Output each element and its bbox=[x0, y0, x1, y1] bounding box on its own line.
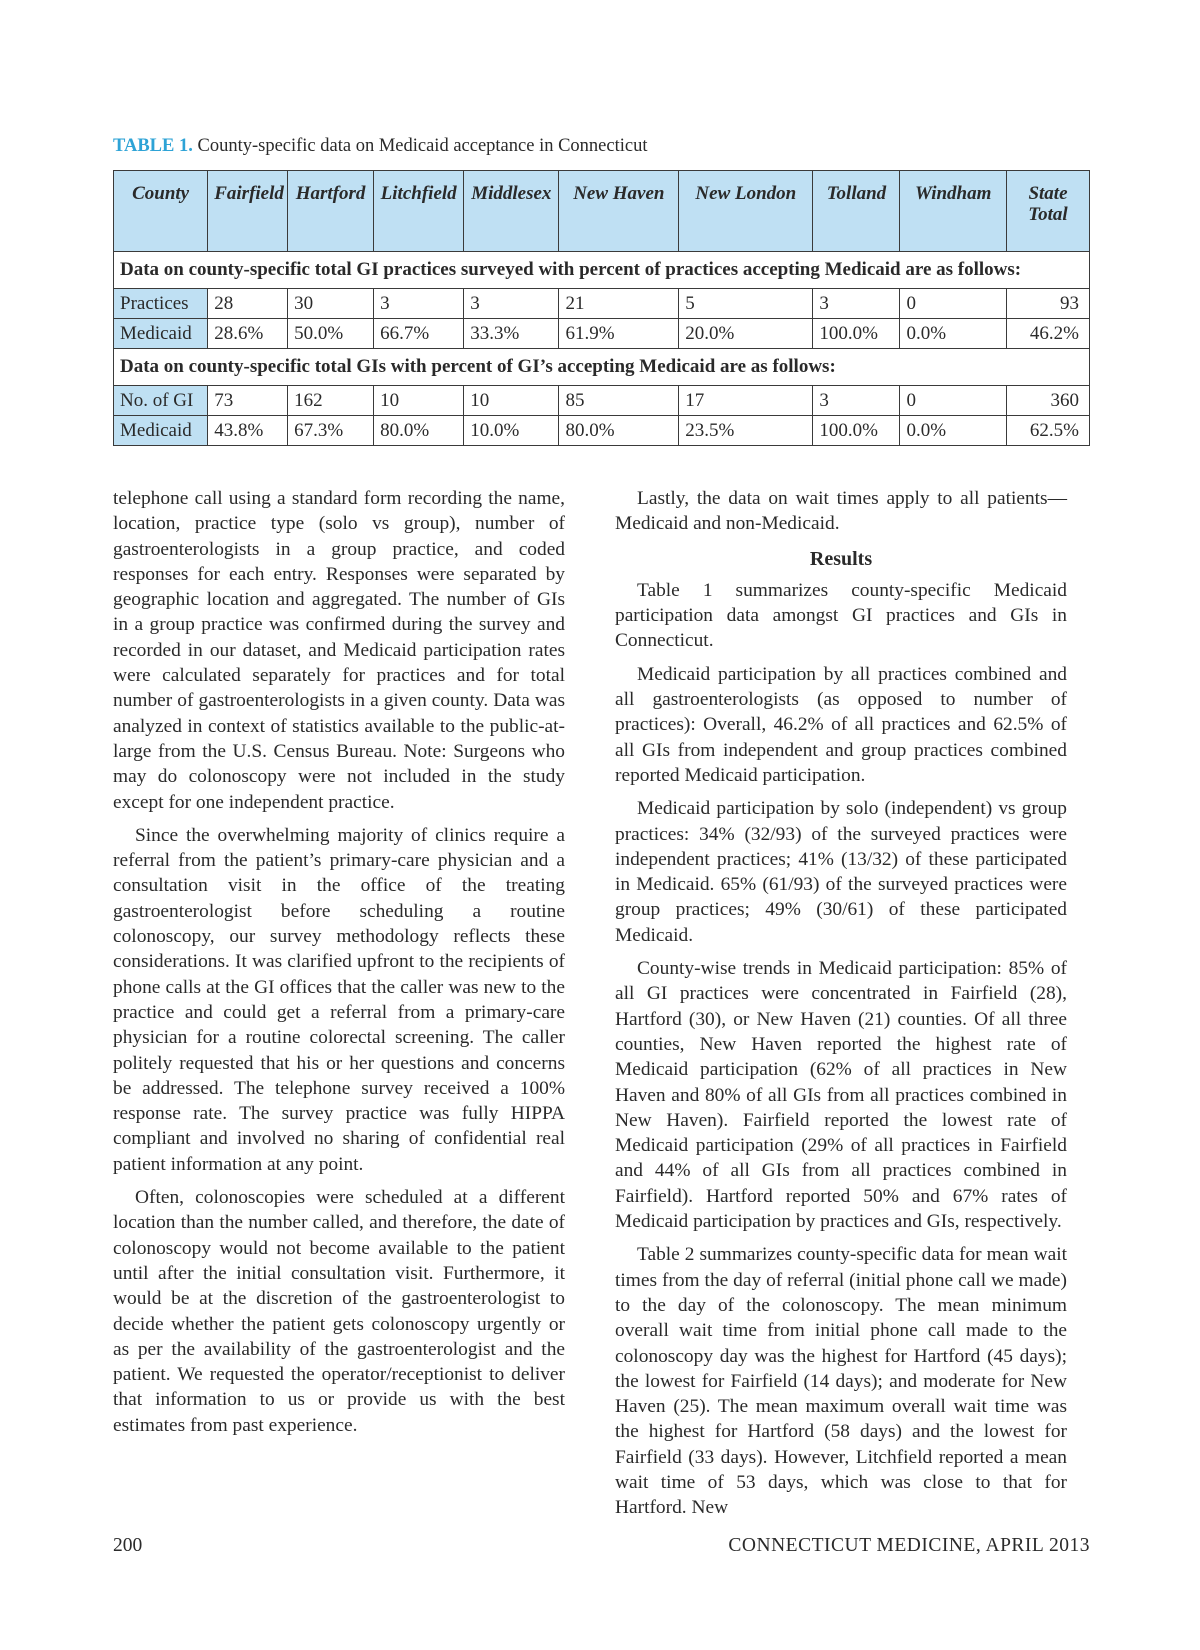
row-label: No. of GI bbox=[114, 386, 208, 416]
header-windham: Windham bbox=[900, 171, 1007, 252]
table-cell: 5 bbox=[679, 289, 813, 319]
table-cell: 23.5% bbox=[679, 416, 813, 446]
section1-title: Data on county-specific total GI practices surveyed with percent of practices accepting Medicaid are as follows: bbox=[114, 252, 1090, 289]
table-cell: 10.0% bbox=[464, 416, 559, 446]
table-cell: 3 bbox=[464, 289, 559, 319]
header-county: County bbox=[114, 171, 208, 252]
table-cell: 0 bbox=[900, 386, 1007, 416]
body-paragraph: Lastly, the data on wait times apply to all patients—Medicaid and non-Medicaid. bbox=[615, 488, 1067, 535]
table-cell: 0.0% bbox=[900, 416, 1007, 446]
header-hartford: Hartford bbox=[288, 171, 374, 252]
table-cell: 0.0% bbox=[900, 319, 1007, 349]
right-column bbox=[615, 486, 1067, 1529]
table-caption-label: TABLE 1. bbox=[113, 136, 193, 156]
table-caption-text: County-specific data on Medicaid acceptance in Connecticut bbox=[192, 136, 648, 156]
body-paragraph: telephone call using a standard form recording the name, location, practice type (solo vs group), number of gastroenterologists in a group practice, and coded responses for each entry. Responses were separated by geographic location and aggregated. The number of GIs in a group practice was confirmed during the survey and recorded in our dataset, and Medicaid participation rates were calculated separately for practices and for total number of gastroenterologists in a given county. Data was analyzed in context of statistics available to the public-at-large from the U.S. Census Bureau. Note: Surgeons who may do colonoscopy were not included in the study except for one independent practice. bbox=[113, 488, 565, 813]
table-header-row bbox=[114, 171, 1090, 252]
header-middlesex: Middlesex bbox=[464, 171, 559, 252]
section-row bbox=[114, 252, 1090, 289]
body-paragraph: Since the overwhelming majority of clinics require a referral from the patient’s primary-care physician and a consultation visit in the office of the treating gastroenterologist before scheduling a routine colonoscopy, our survey methodology reflects these considerations. It was clarified upfront to the recipients of phone calls at the GI offices that the caller was new to the practice and could get a referral from a primary-care physician for a routine colorectal screening. The caller politely requested that his or her questions and concerns be addressed. The telephone survey received a 100% response rate. The survey practice was fully HIPPA compliant and involved no sharing of confidential real patient information at any point. bbox=[113, 824, 565, 1175]
table-cell: 100.0% bbox=[813, 319, 900, 349]
table-cell: 28.6% bbox=[208, 319, 288, 349]
table-cell: 100.0% bbox=[813, 416, 900, 446]
table-cell: 0 bbox=[900, 289, 1007, 319]
body-paragraph: Medicaid participation by all practices combined and all gastroenterologists (as opposed to number of practices): Overall, 46.2% of all practices and 62.5% of all GIs from independent and group practices combined reported Medicaid participation. bbox=[615, 663, 1067, 786]
table-cell: 80.0% bbox=[374, 416, 464, 446]
left-column bbox=[113, 486, 565, 1446]
page-number: 200 bbox=[113, 1535, 143, 1556]
table-cell: 28 bbox=[208, 289, 288, 319]
row-label: Medicaid bbox=[114, 319, 208, 349]
table-row bbox=[114, 319, 1090, 349]
journal-footer: CONNECTICUT MEDICINE, APRIL 2013 bbox=[728, 1535, 1090, 1556]
table-cell: 3 bbox=[813, 289, 900, 319]
table-cell: 162 bbox=[288, 386, 374, 416]
table-cell: 10 bbox=[374, 386, 464, 416]
table-cell: 30 bbox=[288, 289, 374, 319]
header-new-london: New London bbox=[679, 171, 813, 252]
table-caption bbox=[113, 136, 647, 157]
body-paragraph: Often, colonoscopies were scheduled at a different location than the number called, and therefore, the date of colonoscopy would not become available to the patient until after the initial consultation visit. Furthermore, it would be at the discretion of the gastroenterologist to decide whether the patient gets colonoscopy urgently or as per the availability of the gastroenterologist and the patient. We requested the operator/receptionist to deliver that information to us or provide us with the best estimates from past experience. bbox=[113, 1187, 565, 1436]
table-cell: 50.0% bbox=[288, 319, 374, 349]
table-cell: 43.8% bbox=[208, 416, 288, 446]
table-row bbox=[114, 386, 1090, 416]
header-fairfield: Fairfield bbox=[208, 171, 288, 252]
table-cell: 80.0% bbox=[559, 416, 679, 446]
results-heading: Results bbox=[809, 547, 873, 570]
table-cell: 73 bbox=[208, 386, 288, 416]
table-row bbox=[114, 416, 1090, 446]
county-medicaid-table bbox=[113, 170, 1090, 446]
body-paragraph: County-wise trends in Medicaid participation: 85% of all GI practices were concentrated in Fairfield (28), Hartford (30), or New Haven (21) counties. Of all three counties, New Haven reported the highest rate of Medicaid participation (62% of all practices in New Haven and 80% of all GIs from all practices combined in New Haven). Fairfield reported the lowest rate of Medicaid participation (29% of all practices in Fairfield and 44% of all GIs from all practices combined in Fairfield). Hartford reported 50% and 67% rates of Medicaid participation by practices and GIs, respectively. bbox=[615, 958, 1067, 1233]
table-cell: 3 bbox=[374, 289, 464, 319]
table-cell: 33.3% bbox=[464, 319, 559, 349]
table-cell: 85 bbox=[559, 386, 679, 416]
table-cell: 20.0% bbox=[679, 319, 813, 349]
table-cell-total: 93 bbox=[1006, 289, 1089, 319]
section-row bbox=[114, 349, 1090, 386]
table-cell-total: 360 bbox=[1006, 386, 1089, 416]
table-cell: 67.3% bbox=[288, 416, 374, 446]
body-paragraph: Table 1 summarizes county-specific Medicaid participation data amongst GI practices and GIs in Connecticut. bbox=[615, 579, 1067, 652]
table-cell-total: 62.5% bbox=[1006, 416, 1089, 446]
table-cell: 17 bbox=[679, 386, 813, 416]
body-paragraph: Medicaid participation by solo (independent) vs group practices: 34% (32/93) of the surveyed practices were independent practices; 41% (13/32) of these participated in Medicaid. 65% (61/93) of the surveyed practices were group practices; 49% (30/61) of these participated Medicaid. bbox=[615, 798, 1067, 946]
header-new-haven: New Haven bbox=[559, 171, 679, 252]
table-row bbox=[114, 289, 1090, 319]
row-label: Practices bbox=[114, 289, 208, 319]
section2-title: Data on county-specific total GIs with percent of GI’s accepting Medicaid are as follows: bbox=[114, 349, 1090, 386]
table-cell: 61.9% bbox=[559, 319, 679, 349]
body-paragraph: Table 2 summarizes county-specific data for mean wait times from the day of referral (initial phone call we made) to the day of the colonoscopy. The mean minimum overall wait time from initial phone call made to the colonoscopy day was the highest for Hartford (45 days); the lowest for Fairfield (14 days); and moderate for New Haven (25). The mean maximum overall wait time was the highest for Hartford (58 days) and the lowest for Fairfield (33 days). However, Litchfield reported a mean wait time of 53 days, which was close to that for Hartford. New bbox=[615, 1244, 1067, 1519]
header-tolland: Tolland bbox=[813, 171, 900, 252]
table-cell: 10 bbox=[464, 386, 559, 416]
table-cell: 3 bbox=[813, 386, 900, 416]
header-state-total: State Total bbox=[1006, 171, 1089, 252]
header-litchfield: Litchfield bbox=[374, 171, 464, 252]
table-cell: 66.7% bbox=[374, 319, 464, 349]
table-cell-total: 46.2% bbox=[1006, 319, 1089, 349]
table-cell: 21 bbox=[559, 289, 679, 319]
row-label: Medicaid bbox=[114, 416, 208, 446]
